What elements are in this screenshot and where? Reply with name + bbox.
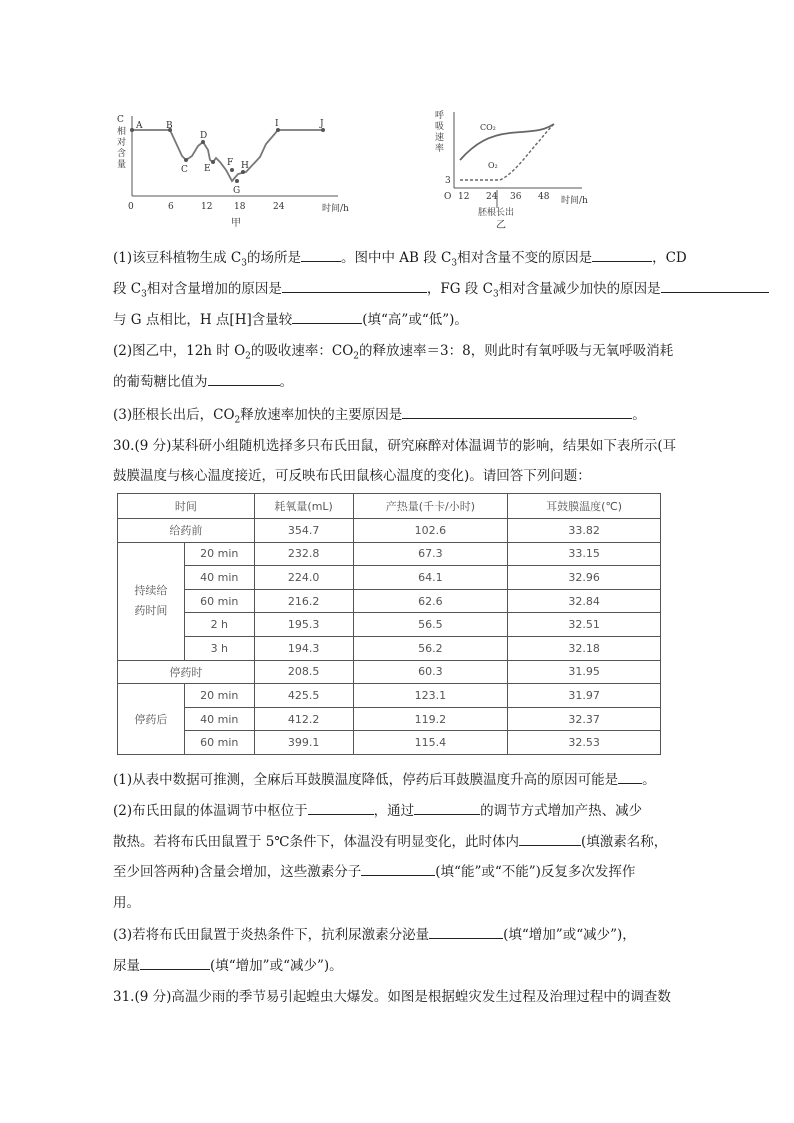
svg-text:O: O: [444, 192, 452, 202]
table-row: 停药时 208.5 60.3 31.95: [118, 660, 661, 684]
svg-text:含: 含: [117, 149, 127, 159]
right-caption: 乙: [496, 220, 506, 231]
table-row: 2 h 195.3 56.5 32.51: [118, 613, 661, 637]
blank[interactable]: [402, 404, 632, 419]
svg-text:相: 相: [117, 127, 127, 137]
legend-o2: O₂: [488, 161, 498, 170]
right-annotation: 胚根长出: [478, 208, 515, 218]
svg-text:J: J: [320, 119, 324, 129]
left-y-label-1: C: [117, 115, 124, 125]
svg-text:6: 6: [168, 202, 174, 212]
svg-text:48: 48: [538, 192, 550, 202]
figure-right-respiration-chart: [430, 108, 600, 233]
blank[interactable]: [661, 278, 769, 293]
svg-text:24: 24: [486, 192, 498, 202]
anesthesia-data-table: [117, 493, 661, 755]
c3-curve: [132, 130, 323, 181]
table-row: 给药前 354.7 102.6 33.82: [118, 519, 661, 543]
blank[interactable]: [292, 309, 362, 324]
svg-text:36: 36: [510, 192, 522, 202]
q30-p2-line1: (2)布氏田鼠的体温调节中枢位于 ，通过 的调节方式增加产热、减少: [113, 796, 780, 827]
after-group-label: 停药后: [118, 684, 185, 755]
blank[interactable]: [208, 371, 280, 386]
svg-text:18: 18: [234, 202, 246, 212]
left-caption: 甲: [231, 218, 241, 229]
svg-text:F: F: [227, 158, 234, 168]
svg-text:B: B: [166, 121, 173, 131]
table-row: 3 h 194.3 56.2 32.18: [118, 636, 661, 660]
svg-text:H: H: [241, 161, 249, 171]
blank[interactable]: [361, 861, 435, 876]
right-y-tick-3: 3: [445, 176, 451, 186]
q30-p2-line4: 用。: [113, 895, 140, 911]
table-row: 60 min 399.1 115.4 32.53: [118, 731, 661, 755]
table-row: 60 min 216.2 62.6 32.84: [118, 589, 661, 613]
svg-text:呼: 呼: [435, 111, 445, 121]
svg-text:D: D: [200, 131, 208, 141]
c3-points: [130, 128, 325, 183]
svg-text:12: 12: [458, 192, 470, 202]
q30-p2-line3: 至少回答两种)含量会增加，这些激素分子 (填“能”或“不能”)反复多次发挥作: [113, 857, 780, 888]
q29-line-2: 段 $C_3$相对含量增加的原因是 ，FG 段 $C_3$相对含量减少加快的原因是: [113, 274, 780, 311]
q30-p3-line1: (3)若将布氏田鼠置于炎热条件下，抗利尿激素分泌量 (填“增加”或“减少”)，: [113, 920, 780, 951]
blank[interactable]: [414, 800, 480, 815]
svg-text:24: 24: [273, 202, 285, 212]
blank[interactable]: [308, 800, 374, 815]
blank[interactable]: [140, 955, 210, 970]
legend-co2: CO₂: [480, 123, 496, 132]
left-x-ticks: [128, 202, 285, 212]
q29-line-1: (1)该豆科植物生成 $C_3$的场所是 。图中中 AB 段 $C_3$相对含量不变的原因是 ，CD: [113, 243, 780, 280]
left-x-label: 时间/h: [322, 204, 349, 214]
svg-text:量: 量: [117, 160, 127, 170]
table-row: 持续给 药时间 20 min 232.8 67.3 33.15: [118, 542, 661, 566]
q31-intro: 31.(9 分)高温少雨的季节易引起蝗虫大爆发。如图是根据蝗灾发生过程及治理过程中的调查数: [113, 989, 671, 1005]
blank[interactable]: [282, 278, 427, 293]
svg-text:E: E: [204, 164, 211, 174]
svg-text:G: G: [233, 186, 241, 196]
q30-intro-1: 30.(9 分)某科研小组随机选择多只布氏田鼠，研究麻醉对体温调节的影响，结果如下表所示(耳: [113, 438, 677, 454]
blank[interactable]: [592, 247, 652, 262]
q29-line-3: 与 G 点相比，H 点[H]含量较 (填“高”或“低”)。: [113, 305, 780, 336]
svg-text:0: 0: [128, 202, 134, 212]
svg-text:速: 速: [435, 133, 445, 143]
blank[interactable]: [301, 247, 341, 262]
blank[interactable]: [618, 769, 642, 784]
blank[interactable]: [429, 924, 503, 939]
svg-text:A: A: [136, 121, 143, 131]
co2-curve: [460, 124, 554, 160]
svg-text:12: 12: [201, 202, 213, 212]
svg-text:吸: 吸: [435, 122, 445, 132]
right-x-label: 时间/h: [561, 196, 588, 206]
blank[interactable]: [519, 831, 581, 846]
svg-text:I: I: [275, 119, 279, 129]
table-row: 40 min 224.0 64.1 32.96: [118, 566, 661, 590]
q29-line-5: 的葡萄糖比值为 。: [113, 367, 780, 398]
table-row: 40 min 412.2 119.2 32.37: [118, 707, 661, 731]
q30-intro-2: 鼓膜温度与核心温度接近，可反映布氏田鼠核心温度的变化)。请回答下列问题：: [113, 468, 591, 484]
during-group-label: 持续给 药时间: [118, 542, 185, 660]
table-row: 停药后 20 min 425.5 123.1 31.97: [118, 684, 661, 708]
q30-p3-line2: 尿量 (填“增加”或“减少”)。: [113, 951, 780, 982]
q29-line-4: (2)图乙中，12h 时 $O_2$的吸收速率：$CO_2$的释放速率＝3：8，则此时有氧呼吸与无氧呼吸消耗: [113, 343, 674, 362]
q30-p2-line2: 散热。若将布氏田鼠置于 5℃条件下，体温没有明显变化，此时体内 (填激素名称，: [113, 827, 780, 858]
o2-curve: [460, 124, 554, 180]
svg-text:对: 对: [117, 138, 127, 148]
q30-p1: (1)从表中数据可推测，全麻后耳鼓膜温度降低，停药后耳鼓膜温度升高的原因可能是 。: [113, 765, 780, 796]
q29-line-6: (3)胚根长出后，$CO_2$释放速率加快的主要原因是 。: [113, 400, 780, 437]
figure-left-c3-chart: [110, 108, 360, 233]
svg-text:C: C: [181, 165, 188, 175]
svg-text:率: 率: [435, 144, 445, 154]
table-header-row: 时间 耗氧量(mL) 产热量(千卡/小时) 耳鼓膜温度(℃): [118, 494, 661, 519]
